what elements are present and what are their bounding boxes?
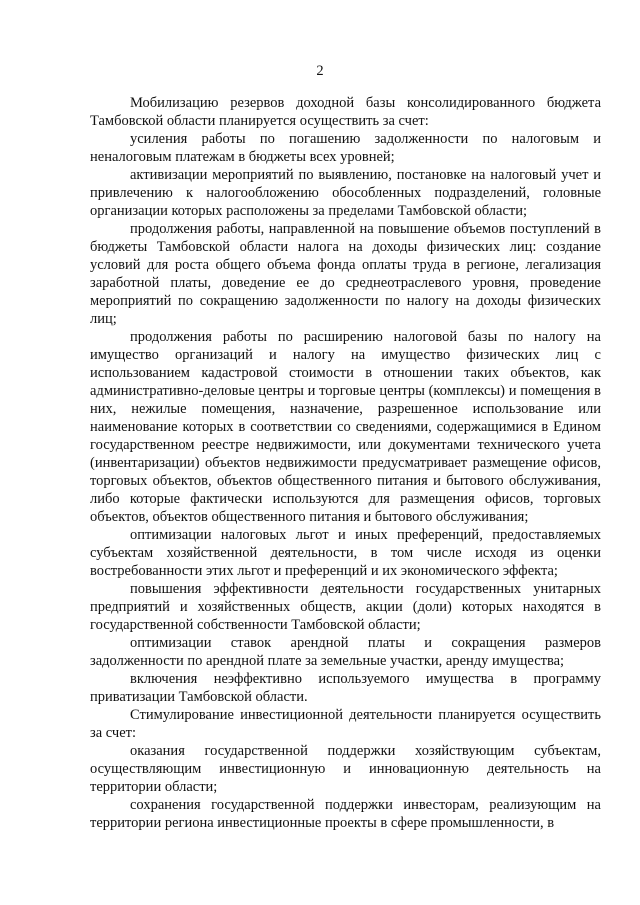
paragraph-income-tax: продолжения работы, направленной на повышение объемов поступлений в бюджеты Тамбовской области налога на доходы физических лиц: создание условий для роста общего объема фонда оплаты труда в регионе, легализация заработной платы, доведение ее до среднеотраслевого уровня, проведение мероприятий по сокращению задолженности по налогу на доходы физических лиц; bbox=[90, 221, 601, 327]
paragraph-privatization: включения неэффективно используемого имущества в программу приватизации Тамбовской области. bbox=[90, 671, 601, 705]
page-number: 2 bbox=[316, 63, 324, 79]
paragraph-intro-mobilization: Мобилизацию резервов доходной базы консолидированного бюджета Тамбовской области планируется осуществить за счет: bbox=[90, 95, 601, 129]
paragraph-debt-work: усиления работы по погашению задолженности по налоговым и неналоговым платежам в бюджеты всех уровней; bbox=[90, 131, 601, 165]
paragraph-property-tax: продолжения работы по расширению налоговой базы по налогу на имущество организаций и налогу на имущество физических лиц с использованием кадастровой стоимости в отношении таких объектов, как административно-деловые центры и торговые центры (комплексы) и помещения в них, нежилые помещения, назначение, разрешенное использование или наименование которых в соответствии со сведениями, содержащимися в Едином государственном реестре недвижимости, или документами технического учета (инвентаризации) объектов недвижимости предусматривает размещение офисов, торговых объектов, объектов общественного питания и бытового обслуживания, либо которые фактически используются для размещения офисов, торговых объектов, объектов общественного питания и бытового обслуживания; bbox=[90, 329, 601, 525]
paragraph-state-support: оказания государственной поддержки хозяйствующим субъектам, осуществляющим инвестиционную и инновационную деятельность на территории области; bbox=[90, 743, 601, 795]
paragraph-state-enterprises: повышения эффективности деятельности государственных унитарных предприятий и хозяйственных обществ, акции (доли) которых находятся в государственной собственности Тамбовской области; bbox=[90, 581, 601, 633]
paragraph-rent-rates: оптимизации ставок арендной платы и сокращения размеров задолженности по арендной плате за земельные участки, аренду имущества; bbox=[90, 635, 601, 669]
paragraph-tax-benefits: оптимизации налоговых льгот и иных преференций, предоставляемых субъектам хозяйственной деятельности, в том числе исходя из оценки востребованности этих льгот и преференций и их экономического эффекта; bbox=[90, 527, 601, 579]
paragraph-investment-intro: Стимулирование инвестиционной деятельности планируется осуществить за счет: bbox=[90, 707, 601, 741]
paragraph-subdivisions: активизации мероприятий по выявлению, постановке на налоговый учет и привлечению к налогообложению обособленных подразделений, головные организации которых расположены за пределами Тамбовской области; bbox=[90, 167, 601, 219]
document-body bbox=[90, 94, 601, 832]
paragraph-investor-support: сохранения государственной поддержки инвесторам, реализующим на территории региона инвестиционные проекты в сфере промышленности, в bbox=[90, 797, 601, 831]
